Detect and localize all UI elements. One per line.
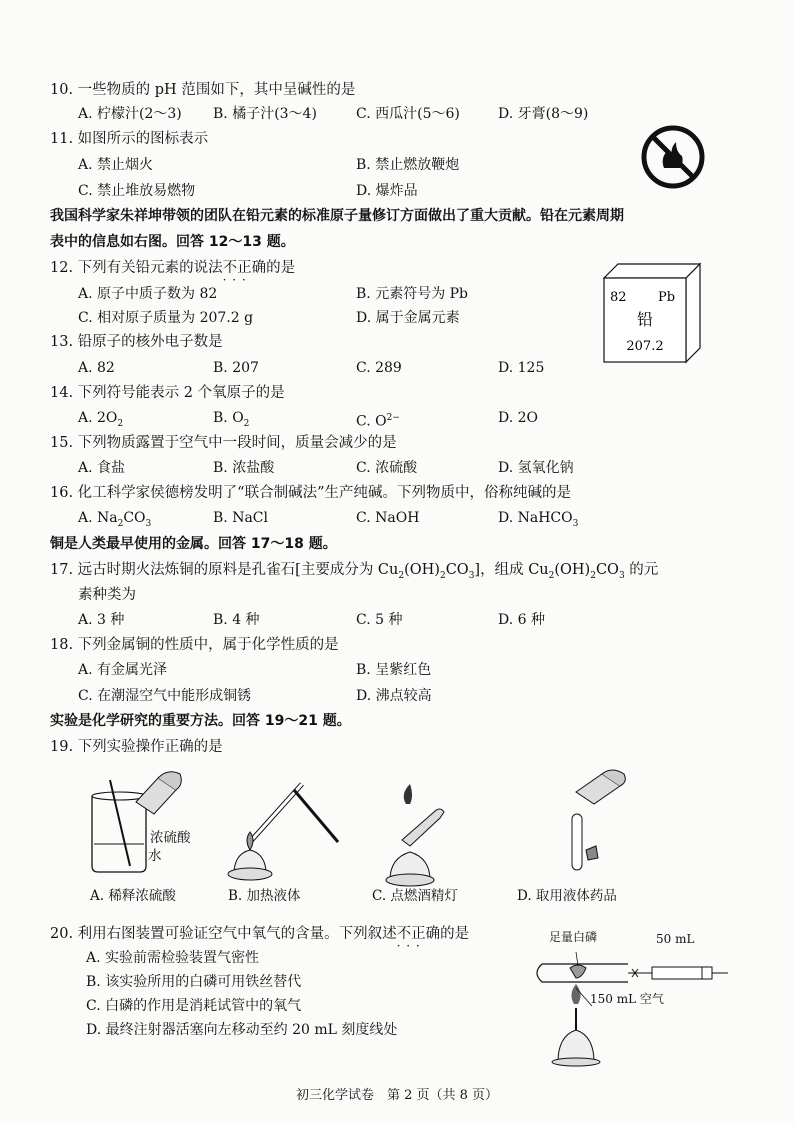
q13-option-a: A. 82 xyxy=(78,360,115,376)
q15-option-c: C. 浓硫酸 xyxy=(356,460,418,476)
copper-intro: 铜是人类最早使用的金属。回答 17～18 题。 xyxy=(50,536,337,552)
q11-option-a: A. 禁止烟火 xyxy=(78,157,154,173)
q20-stem: 20. 利用右图装置可验证空气中氧气的含量。下列叙述不正确 · · ·的是 xyxy=(50,924,469,944)
q17-option-c: C. 5 种 xyxy=(356,612,403,628)
q20-emphasis: 不正确 · · · xyxy=(397,926,441,942)
q12-option-d: D. 属于金属元素 xyxy=(356,310,460,326)
q16-option-a: A. $Na_2CO_3$ xyxy=(78,510,152,529)
q19-option-a: A. 稀释浓硫酸 xyxy=(90,888,176,904)
q18-option-b: B. 呈紫红色 xyxy=(356,662,432,678)
q19-stem: 19. 下列实验操作正确的是 xyxy=(50,739,223,755)
q14-option-d: D. 2O xyxy=(498,410,539,426)
q19-fig-label-acid: 浓硫酸 xyxy=(150,830,191,846)
q12-emphasis: 不正确 · · · xyxy=(223,260,267,276)
q10-option-c: C. 西瓜汁(5～6) xyxy=(356,106,460,122)
q15-stem: 15. 下列物质露置于空气中一段时间，质量会减少的是 xyxy=(50,435,397,451)
q14-option-b: B. $O_2$ xyxy=(213,410,250,429)
q14-option-a: A. $2O_2$ xyxy=(78,410,124,429)
q10-option-d: D. 牙膏(8～9) xyxy=(498,106,589,122)
q12-option-a: A. 原子中质子数为 82 xyxy=(78,286,218,302)
element-mass: 207.2 xyxy=(626,339,664,354)
q14-stem: 14. 下列符号能表示 2 个氧原子的是 xyxy=(50,385,285,401)
lead-intro-line1: 我国科学家朱祥坤带领的团队在铅元素的标准原子量修订方面做出了重大贡献。铅在元素周期 xyxy=(50,208,624,224)
q19-fig-label-water: 水 xyxy=(148,848,162,864)
q16-option-c: C. NaOH xyxy=(356,510,420,526)
q11-option-d: D. 爆炸品 xyxy=(356,183,418,199)
q16-option-b: B. NaCl xyxy=(213,510,268,526)
q17-option-b: B. 4 种 xyxy=(213,612,260,628)
element-name: 铅 xyxy=(636,310,654,329)
element-cell xyxy=(596,256,706,366)
taking-liquid-figure xyxy=(546,768,656,880)
q20-fig-label-50ml: 50 mL xyxy=(656,932,695,946)
q11-option-c: C. 禁止堆放易燃物 xyxy=(78,183,196,199)
q15-option-d: D. 氢氧化钠 xyxy=(498,460,574,476)
q13-option-d: D. 125 xyxy=(498,360,545,376)
heating-liquid-figure xyxy=(214,776,344,886)
q12-option-b: B. 元素符号为 Pb xyxy=(356,286,469,302)
q19-option-d: D. 取用液体药品 xyxy=(517,888,617,904)
q17-stem: 17. 远古时期火法炼铜的原料是孔雀石[主要成分为 $Cu_2(OH)_2CO_3$]，组成 $Cu_2(OH)_2CO_3$ 的元 xyxy=(50,562,659,581)
page-footer: 初三化学试卷 第 2 页（共 8 页） xyxy=(295,1088,499,1103)
q13-option-b: B. 207 xyxy=(213,360,259,376)
q20-option-d: D. 最终注射器活塞向左移动至约 20 mL 刻度线处 xyxy=(86,1022,398,1038)
q10-option-a: A. 柠檬汁(2～3) xyxy=(78,106,182,122)
q19-option-b: B. 加热液体 xyxy=(228,888,301,904)
lighting-lamp-figure xyxy=(380,780,460,888)
q18-stem: 18. 下列金属铜的性质中，属于化学性质的是 xyxy=(50,637,339,653)
q16-option-d: D. NaHCO$_3$ xyxy=(498,510,579,529)
q19-option-c: C. 点燃酒精灯 xyxy=(372,888,458,904)
element-number: 82 xyxy=(610,290,627,305)
experiment-intro: 实验是化学研究的重要方法。回答 19～21 题。 xyxy=(50,713,351,729)
q11-option-b: B. 禁止燃放鞭炮 xyxy=(356,157,460,173)
q20-fig-label-phosphorus: 足量白磷 xyxy=(549,930,598,944)
q17-stem-line2: 素种类为 xyxy=(78,587,136,603)
q18-option-c: C. 在潮湿空气中能形成铜锈 xyxy=(78,688,252,704)
lead-intro-line2: 表中的信息如右图。回答 12～13 题。 xyxy=(50,234,295,250)
q17-option-a: A. 3 种 xyxy=(78,612,125,628)
q10-option-b: B. 橘子汁(3～4) xyxy=(213,106,317,122)
q15-option-a: A. 食盐 xyxy=(78,460,126,476)
q16-stem: 16. 化工科学家侯德榜发明了“联合制碱法”生产纯碱。下列物质中，俗称纯碱的是 xyxy=(50,485,571,501)
q15-option-b: B. 浓盐酸 xyxy=(213,460,275,476)
q20-fig-label-air: 150 mL 空气 xyxy=(590,992,664,1006)
q12-option-c: C. 相对原子质量为 207.2 g xyxy=(78,310,254,326)
q20-option-a: A. 实验前需检验装置气密性 xyxy=(86,950,260,966)
no-fire-sign-icon xyxy=(640,124,706,190)
q12-stem: 12. 下列有关铅元素的说法不正确 · · ·的是 xyxy=(50,258,295,278)
q20-option-c: C. 白磷的作用是消耗试管中的氧气 xyxy=(86,998,302,1014)
q18-option-a: A. 有金属光泽 xyxy=(78,662,168,678)
q11-stem: 11. 如图所示的图标表示 xyxy=(50,131,209,147)
q10-stem: 10. 一些物质的 pH 范围如下，其中呈碱性的是 xyxy=(50,82,356,98)
q14-option-c: C. $O^{2-}$ xyxy=(356,413,400,430)
q13-option-c: C. 289 xyxy=(356,360,402,376)
q18-option-d: D. 沸点较高 xyxy=(356,688,432,704)
q17-option-d: D. 6 种 xyxy=(498,612,545,628)
q20-option-b: B. 该实验所用的白磷可用铁丝替代 xyxy=(86,974,302,990)
element-symbol: Pb xyxy=(658,290,676,305)
q13-stem: 13. 铅原子的核外电子数是 xyxy=(50,334,223,350)
